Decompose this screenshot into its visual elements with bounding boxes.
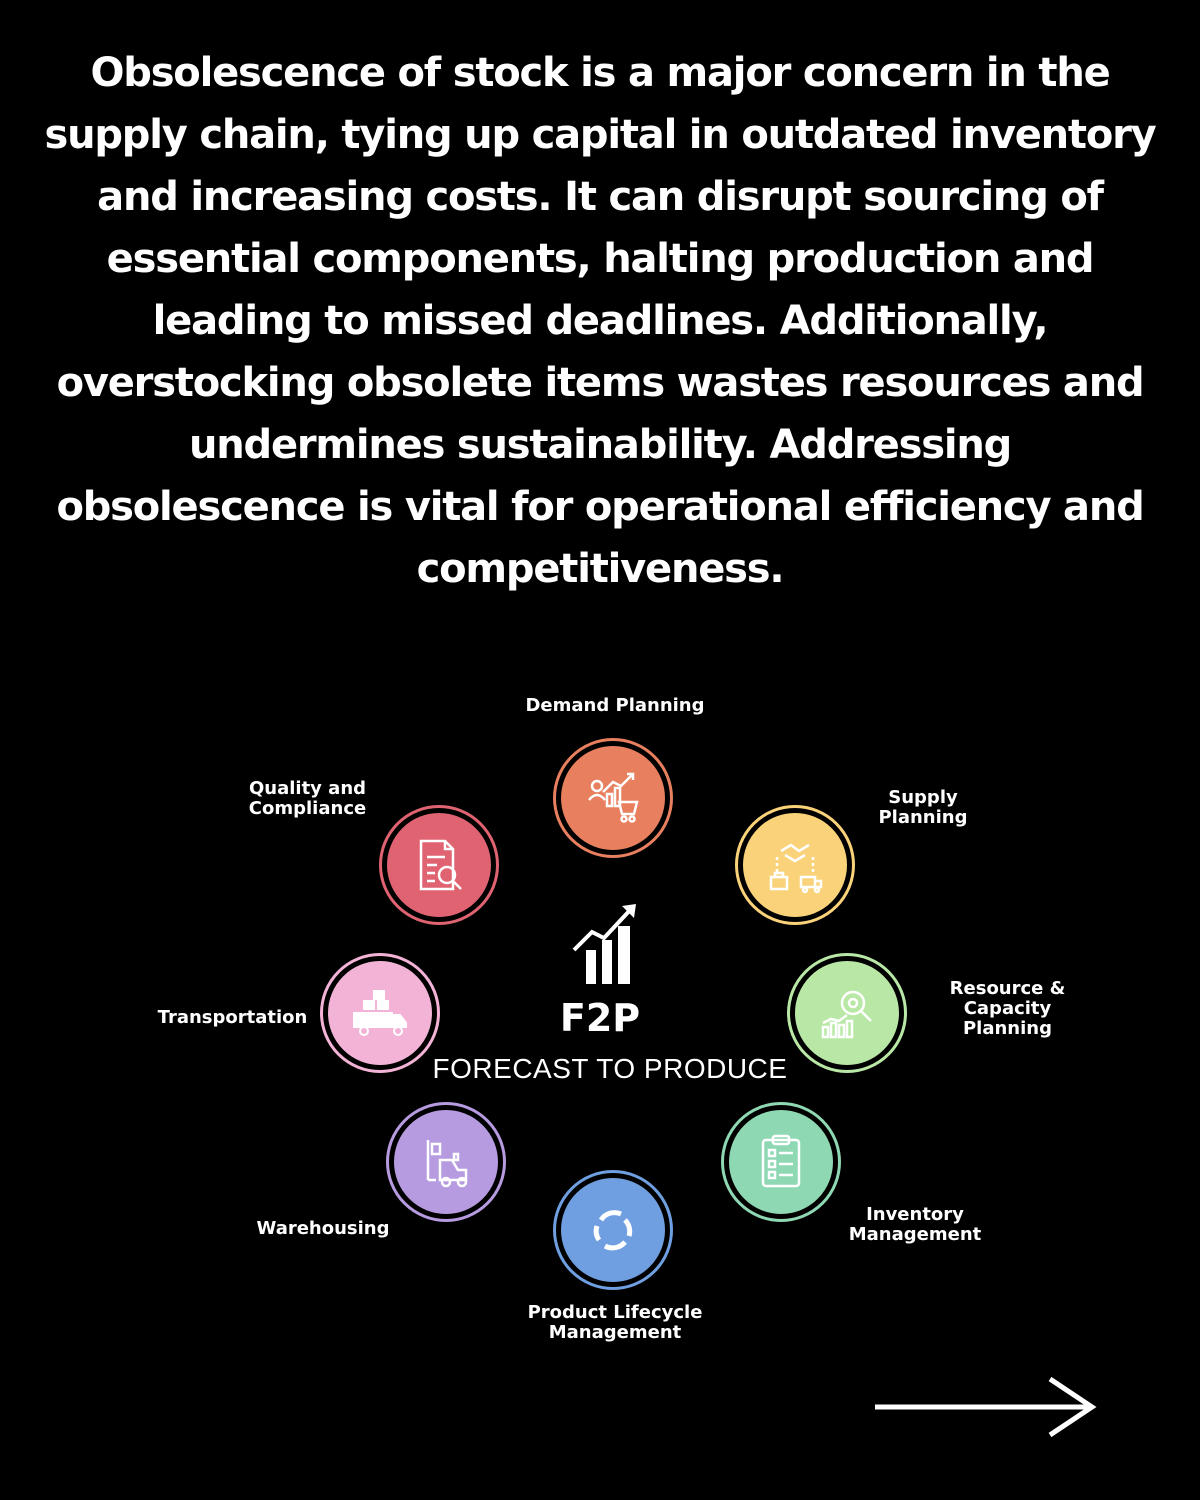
node-label-inventory-management: Inventory Management [848,1204,982,1245]
node-label-product-lifecycle-management: Product Lifecycle Management [527,1302,703,1343]
node-resource-capacity-planning [787,953,907,1073]
center-title: F2P [559,996,641,1040]
node-label-quality-compliance: Quality and Compliance [248,778,367,819]
right-arrow-icon[interactable] [870,1375,1100,1439]
node-supply-planning [735,805,855,925]
node-product-lifecycle-management [553,1170,673,1290]
node-label-supply-planning: Supply Planning [878,787,968,828]
cycle-arrows-icon [581,1198,645,1262]
center-subtitle: FORECAST TO PRODUCE [432,1053,788,1084]
clipboard-checklist-icon [749,1130,813,1194]
node-quality-compliance [379,805,499,925]
node-warehousing [386,1102,506,1222]
delivery-truck-icon [348,981,412,1045]
handshake-logistics-icon [763,833,827,897]
forklift-icon [414,1130,478,1194]
node-label-demand-planning: Demand Planning [525,695,705,716]
magnifier-chart-icon [815,981,879,1045]
node-label-resource-capacity-planning: Resource & Capacity Planning [949,978,1066,1039]
node-label-warehousing: Warehousing [256,1218,390,1239]
node-demand-planning [553,738,673,858]
demand-analytics-cart-icon [581,766,645,830]
node-label-transportation: Transportation [157,1007,308,1028]
node-transportation [320,953,440,1073]
intro-paragraph: Obsolescence of stock is a major concern in the supply chain, tying up capital in outdated inventory and increasing costs. It can disrupt sourcing of essential components, halting production and leading to missed deadlines. Additionally, overstocking obsolete items wastes resources and undermines sustainability. Addressing obsolescence is vital for operational efficiency and competitiveness. [44,50,1156,592]
growth-chart-icon [568,900,648,990]
node-inventory-management [721,1102,841,1222]
document-inspection-icon [407,833,471,897]
